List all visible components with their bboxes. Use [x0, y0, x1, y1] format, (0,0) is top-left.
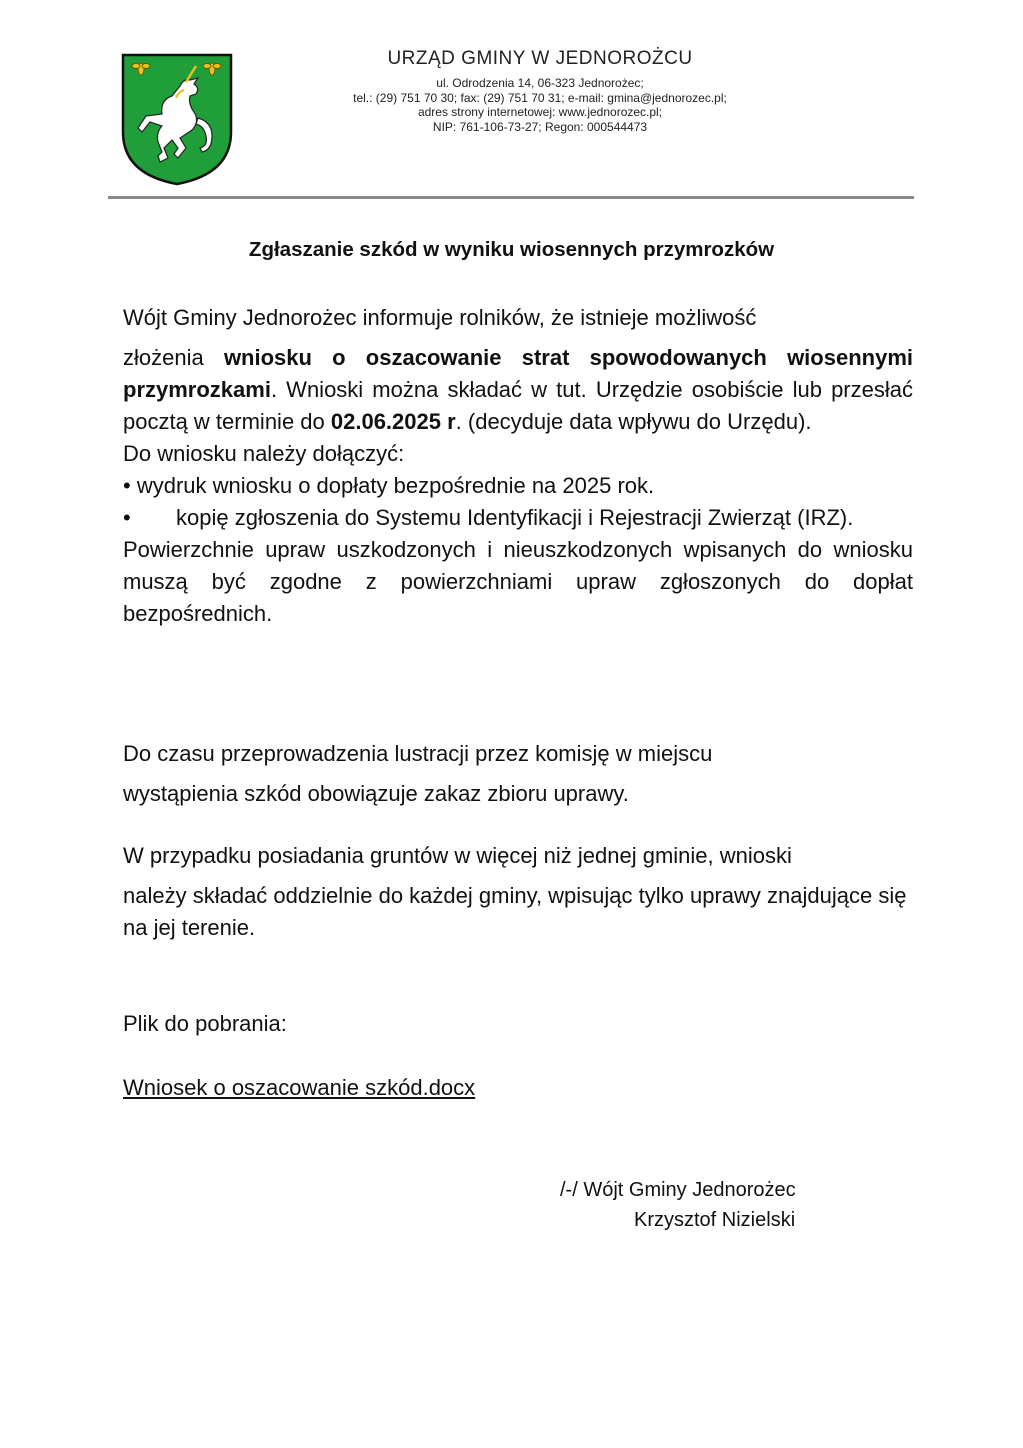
document-title: Zgłaszanie szkód w wyniku wiosennych przymrozków — [248, 238, 775, 261]
attachments-intro: Do wniosku należy dołączyć: — [123, 441, 405, 466]
bullet-marker: • — [123, 505, 131, 530]
deadline-date: 02.06.2025 r — [330, 409, 456, 434]
intro-line: Wójt Gminy Jednorożec informuje rolników, że istnieje możliwość — [123, 305, 757, 330]
letterhead — [300, 48, 780, 134]
office-address: ul. Odrodzenia 14, 06-323 Jednorożec; — [436, 76, 644, 90]
signature-name: Krzysztof Nizielski — [634, 1209, 796, 1231]
harvest-ban-note: Do czasu przeprowadzenia lustracji przez komisję w miejscu wystąpienia szkód obowiązuje zakaz zbioru uprawy. — [123, 741, 713, 806]
download-label: Plik do pobrania: — [123, 1011, 287, 1036]
office-website: adres strony internetowej: www.jednorozec.pl; — [417, 105, 663, 119]
header-divider — [108, 196, 914, 199]
office-ids: NIP: 761-106-73-27; Regon: 000544473 — [432, 119, 648, 134]
coat-of-arms-unicorn-icon — [120, 52, 234, 187]
application-subject: wniosku o oszacowanie strat spowodowanych wiosennymi przymrozkami — [123, 345, 913, 402]
multiple-communes-note: W przypadku posiadania gruntów w więcej niż jednej gminie, wnioski należy składać oddzielnie do każdej gminy, wpisując tylko uprawy znajdujące się na jej terenie. — [123, 843, 907, 940]
application-info: złożenia wniosku o oszacowanie strat spowodowanych wiosennymi przymrozkami. Wnioski można składać w tut. Urzędzie osobiście lub przesłać pocztą w terminie do 02.06.2025 r. (decyduje data wpływu do Urzędu). — [123, 345, 913, 434]
areas-note: Powierzchnie upraw uszkodzonych i nieuszkodzonych wpisanych do wniosku muszą być zgodne z powierzchniami upraw zgłoszonych do dopłat bezpośrednich. — [123, 537, 913, 626]
signature-block — [560, 1175, 860, 1235]
attachment-item: • wydruk wniosku o dopłaty bezpośrednie na 2025 rok. — [123, 473, 655, 498]
attachment-item: • kopię zgłoszenia do Systemu Identyfikacji i Rejestracji Zwierząt (IRZ). — [123, 502, 913, 534]
main-announcement — [123, 302, 913, 630]
download-link[interactable]: Wniosek o oszacowanie szkód.docx — [123, 1075, 476, 1100]
office-name: URZĄD GMINY W JEDNOROŻCU — [387, 48, 693, 69]
signature-title: /-/ Wójt Gminy Jednorożec — [560, 1179, 796, 1201]
office-contacts: tel.: (29) 751 70 30; fax: (29) 751 70 31; e-mail: gmina@jednorozec.pl; — [353, 90, 727, 105]
